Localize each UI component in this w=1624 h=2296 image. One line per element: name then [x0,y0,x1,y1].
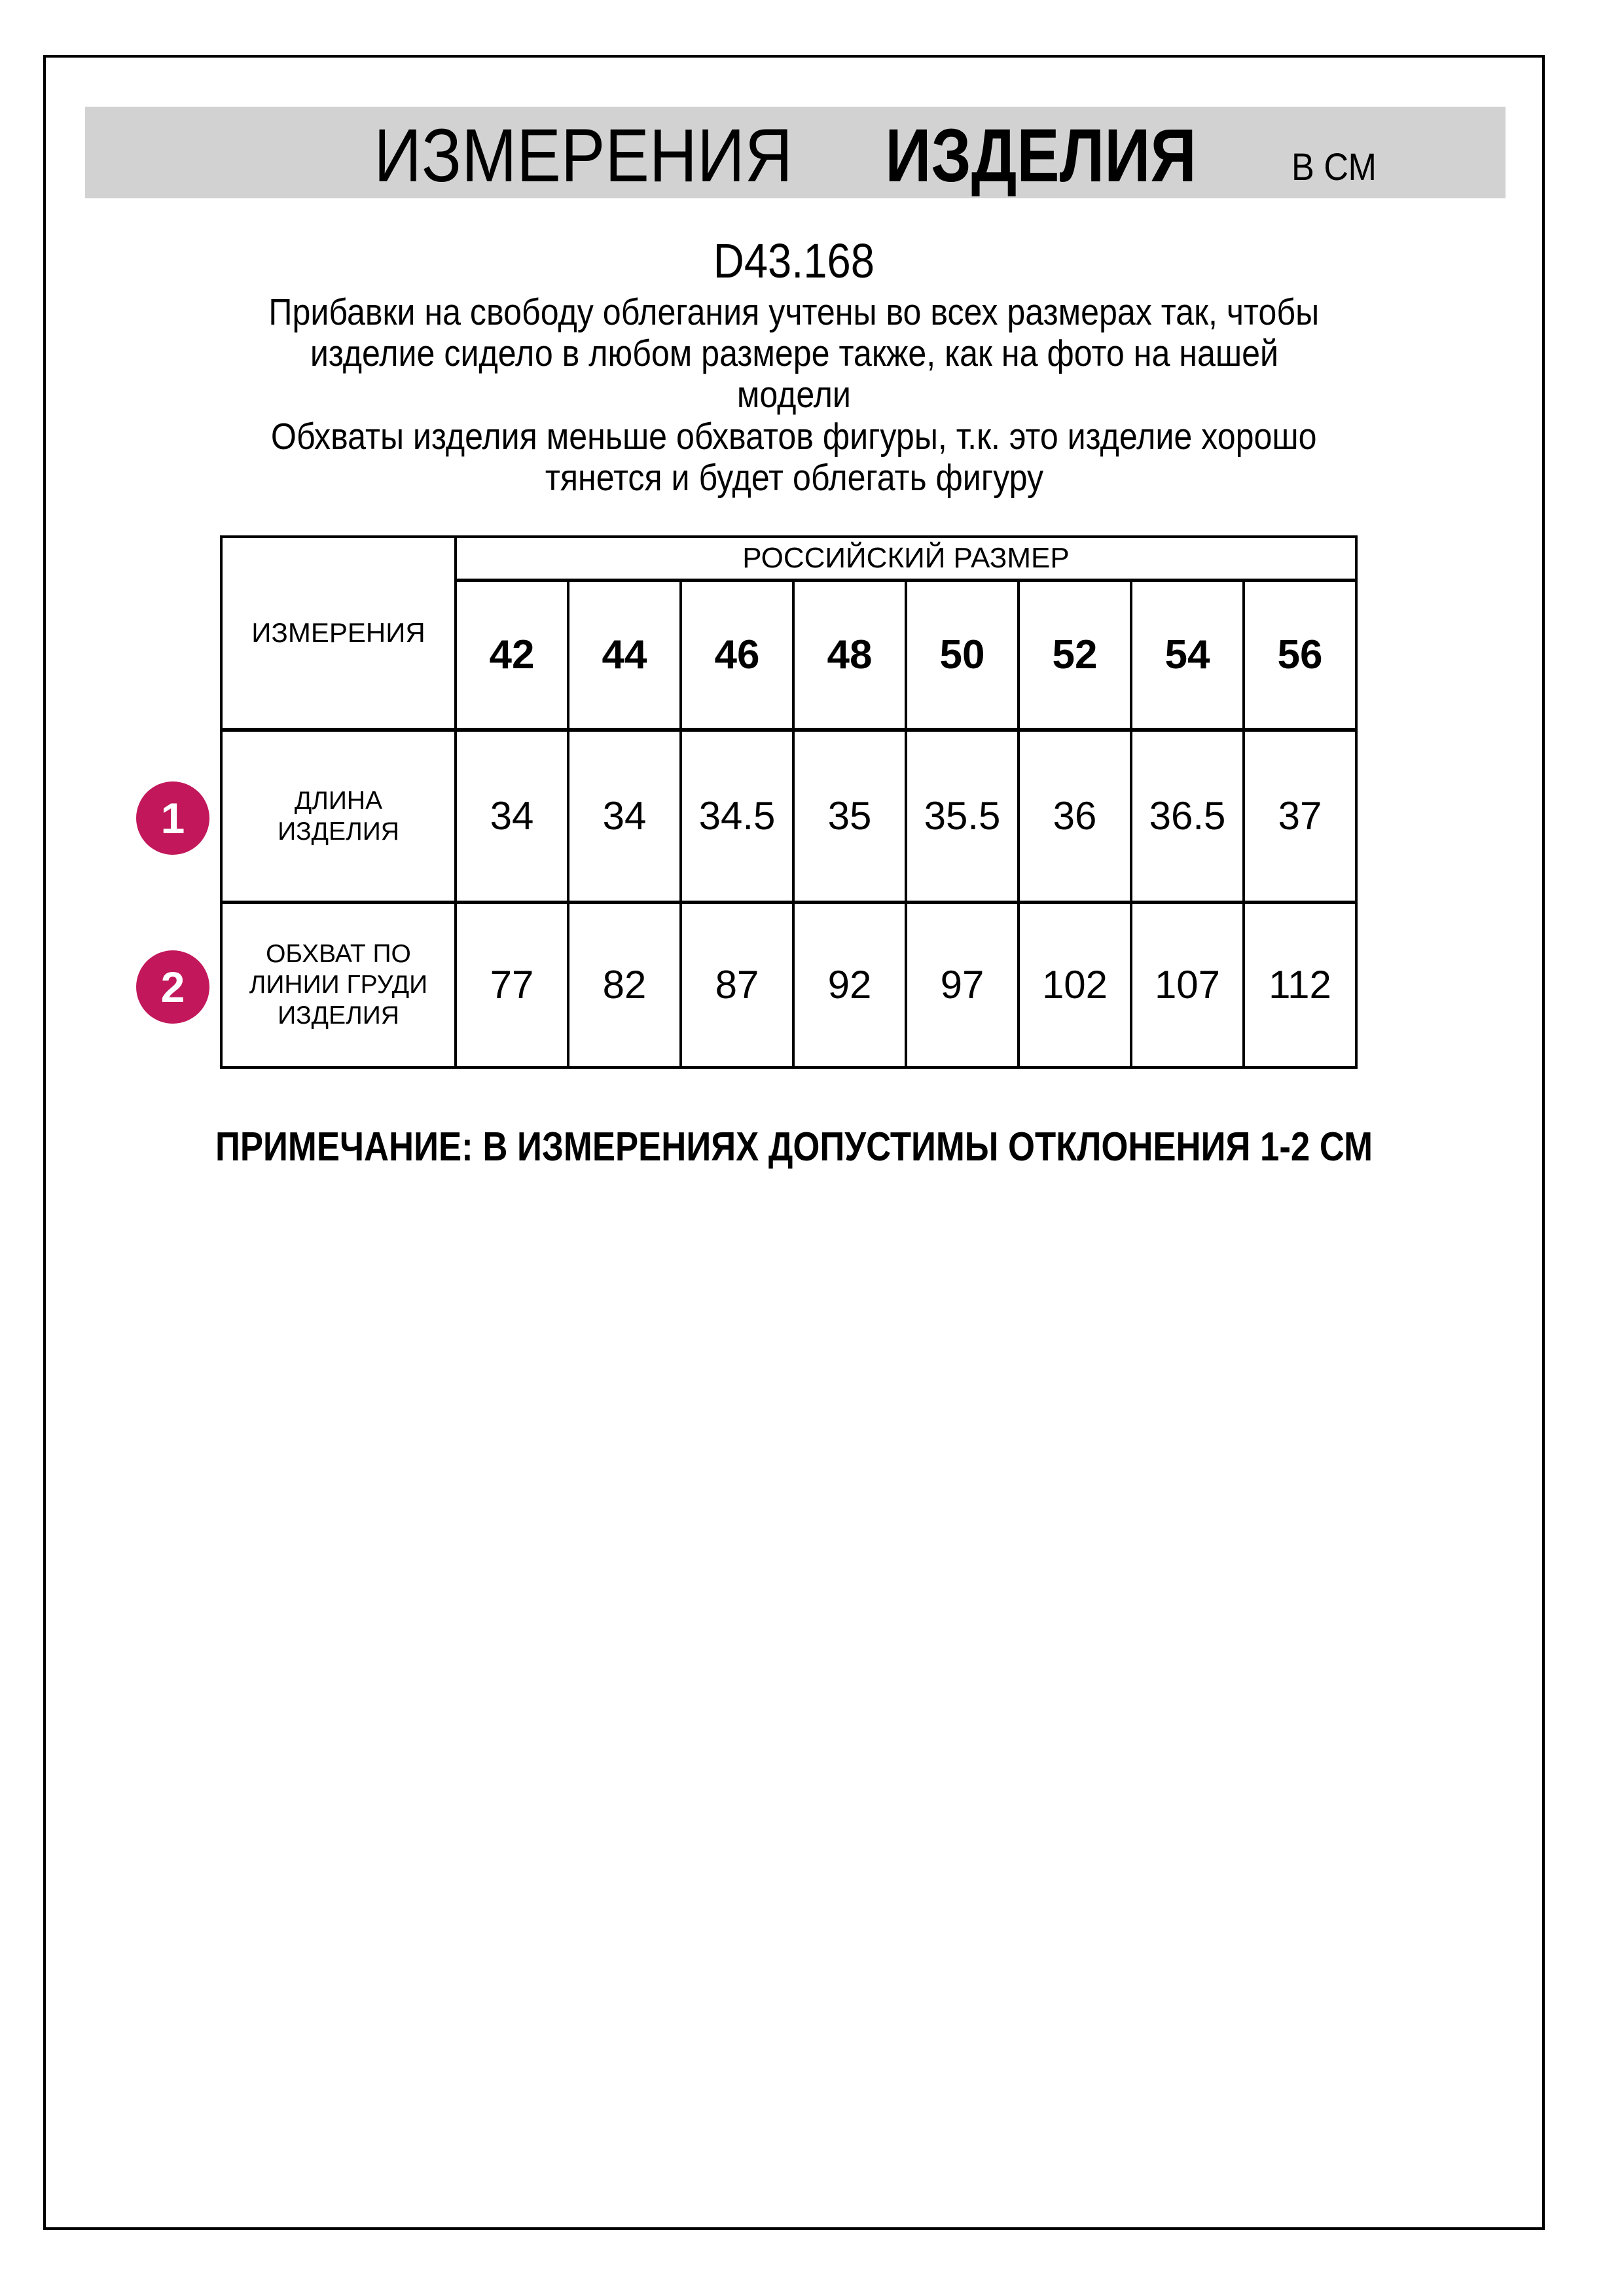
stretch-line [43,457,1545,499]
table-cell-value: 35.5 [906,730,1019,902]
table-cell-value: 34 [568,730,681,902]
size-column-header: 46 [681,580,793,730]
row-label-line: ИЗДЕЛИЯ [278,817,399,846]
table-cell-value: 34.5 [681,730,793,902]
table-cell-value: 35 [793,730,906,902]
intro-line [43,292,1545,333]
table-cell-value: 34 [456,730,568,902]
size-column-header: 44 [568,580,681,730]
table-cell-value: 97 [906,902,1019,1067]
table-cell-value: 107 [1131,902,1244,1067]
size-column-header: 42 [456,580,568,730]
page-title-product: ИЗДЕЛИЯ [885,114,1197,198]
table-cell-value: 87 [681,902,793,1067]
russian-size-header: РОССИЙСКИЙ РАЗМЕР [456,537,1356,580]
size-column-header: 56 [1244,580,1356,730]
row-label-line: ОБХВАТ ПО [266,940,411,969]
row-label-line: ИЗДЕЛИЯ [278,1001,399,1030]
table-cell-value: 37 [1244,730,1356,902]
table-row-length [221,730,1356,902]
product-code [43,234,1545,288]
row-number-badge-1 [136,781,209,855]
row-number-badge-2 [136,950,209,1024]
table-row-chest [221,902,1356,1067]
product-code-text: D43.168 [713,234,875,288]
stretch-paragraph [43,416,1545,499]
measurements-table [220,535,1358,1069]
stretch-line [43,416,1545,457]
title-band [85,107,1506,198]
intro-line [43,374,1545,416]
size-column-header: 50 [906,580,1019,730]
row-label-chest [221,902,456,1067]
table-group-header-row [221,537,1356,580]
intro-line-text: модели [736,374,852,416]
intro-line-text: Прибавки на свободу облегания учтены во всех размерах так, чтобы [268,291,1320,333]
table-cell-value: 82 [568,902,681,1067]
table-cell-value: 92 [793,902,906,1067]
intro-line-text: изделие сидело в любом размере также, как на фото на нашей [310,332,1278,374]
page-title-measurements: ИЗМЕРЕНИЯ [374,114,793,198]
stretch-line-text: тянется и будет облегать фигуру [545,457,1043,499]
badge-digit: 2 [160,963,185,1011]
row-label-length [221,730,456,902]
table-corner-cell: ИЗМЕРЕНИЯ [221,537,456,730]
row-label-line: ЛИНИИ ГРУДИ [249,971,428,999]
size-column-header: 54 [1131,580,1244,730]
table-cell-value: 77 [456,902,568,1067]
table-cell-value: 102 [1019,902,1131,1067]
intro-paragraph [43,292,1545,416]
size-column-header: 48 [793,580,906,730]
table-cell-value: 36 [1019,730,1131,902]
table-cell-value: 112 [1244,902,1356,1067]
stretch-line-text: Обхваты изделия меньше обхватов фигуры, т.к. это изделие хорошо [271,416,1317,457]
badge-digit: 1 [160,794,185,842]
row-label-line: ДЛИНА [294,786,383,815]
intro-line [43,333,1545,374]
tolerance-note [43,1124,1545,1170]
tolerance-note-text: ПРИМЕЧАНИЕ: В ИЗМЕРЕНИЯХ ДОПУСТИМЫ ОТКЛОНЕНИЯ 1-2 СМ [215,1124,1373,1170]
page-title-unit: В СМ [1291,146,1377,188]
size-column-header: 52 [1019,580,1131,730]
table-cell-value: 36.5 [1131,730,1244,902]
